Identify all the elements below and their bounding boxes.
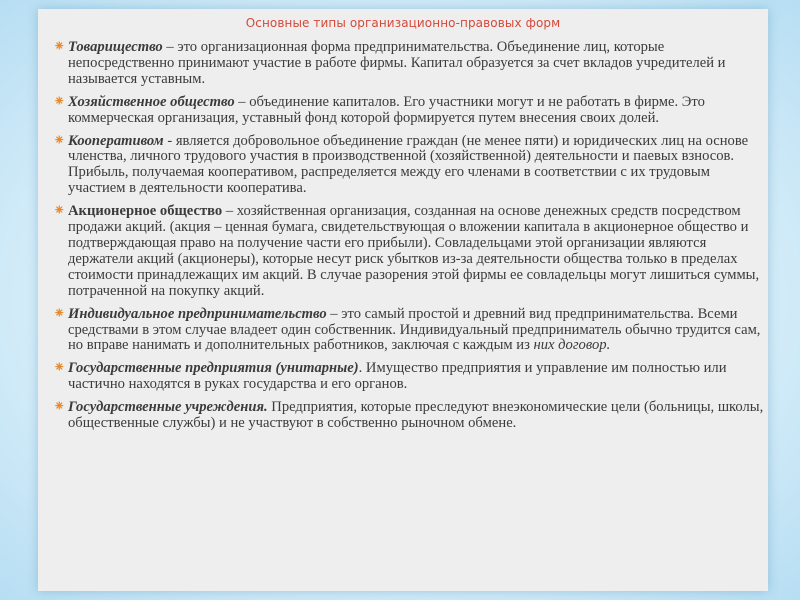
bullet-icon: ⁕ xyxy=(53,360,66,377)
bullet-icon: ⁕ xyxy=(53,93,66,110)
definition-state-institutions: Предприятия, которые преследуют внеэкономические цели (больницы, школы, общественные службы) и не участвуют в собственно рыночном обмене. xyxy=(68,399,764,432)
bullet-icon: ⁕ xyxy=(53,39,66,55)
list-item-state-institutions xyxy=(52,400,768,432)
definition-list xyxy=(52,40,768,439)
list-item-partnership xyxy=(52,40,768,88)
bullet-icon: ⁕ xyxy=(53,399,66,416)
term-partnership: Товарищество xyxy=(68,39,163,55)
definition-cooperative: - является добровольное объединение граждан (не менее пяти) и юридических лиц на основе членства, личного трудового участия в производственной (хозяйственной) деятельности и паевых взносов. Прибыль, получаемая кооперативом, распределяется между его членами в соответствии с их трудовым участием в деятельности кооператива. xyxy=(68,132,749,197)
term-cooperative: Кооперативом xyxy=(68,132,164,149)
bullet-icon: ⁕ xyxy=(53,132,66,149)
definition-sole-proprietorship: – это самый простой и древний вид предпринимательства. Всеми средствами в этом случае владеет один собственник. Индивидуальный предприниматель обычно трудится сам, но вправе нанимать и дополнительных работников, заключая с каждым из xyxy=(68,305,761,354)
term-state-enterprises: Государственные предприятия (унитарные) xyxy=(68,360,359,377)
bullet-icon: ⁕ xyxy=(53,305,66,322)
list-item-cooperative xyxy=(52,134,768,198)
definition-partnership: – это организационная форма предпринимательства. Объединение лиц, которые непосредственно принимают участие в работе фирмы. Капитал образуется за счет вкладов учредителей и называется уставным. xyxy=(68,39,726,87)
slide xyxy=(38,9,768,591)
list-item-business-company xyxy=(52,95,768,127)
bullet-icon: ⁕ xyxy=(53,203,66,220)
list-item-state-enterprises xyxy=(52,361,768,393)
term-joint-stock: Акционерное общество xyxy=(68,203,223,220)
term-business-company: Хозяйственное общество xyxy=(68,93,235,110)
definition-sole-proprietorship-tail: них договор. xyxy=(533,337,611,354)
term-state-institutions: Государственные учреждения. xyxy=(68,399,268,416)
list-item-joint-stock xyxy=(52,204,768,299)
definition-state-enterprises: . Имущество предприятия и управление им полностью или частично находятся в руках государства и его органов. xyxy=(68,360,727,393)
slide-title: Основные типы организационно-правовых форм xyxy=(245,16,561,30)
list-item-sole-proprietorship xyxy=(52,307,768,355)
term-sole-proprietorship: Индивидуальное предпринимательство xyxy=(68,305,327,322)
definition-joint-stock: – хозяйственная организация, созданная на основе денежных средств посредством продажи акций. (акция – ценная бумага, свидетельствующая о вложении капитала в акционерное общество и подтверждающая право на получение части его прибыли). Совладельцами этой организации являются держатели акций (акционеры), которые несут риск убытков из-за деятельности общества только в пределах стоимости принадлежащих им акций. В случае разорения этой фирмы ее совладельцы могут лишиться суммы, потраченной на покупку акций. xyxy=(68,203,760,299)
definition-business-company: – объединение капиталов. Его участники могут и не работать в фирме. Это коммерческая организация, уставный фонд которой формируется путем внесения своих долей. xyxy=(68,93,705,126)
